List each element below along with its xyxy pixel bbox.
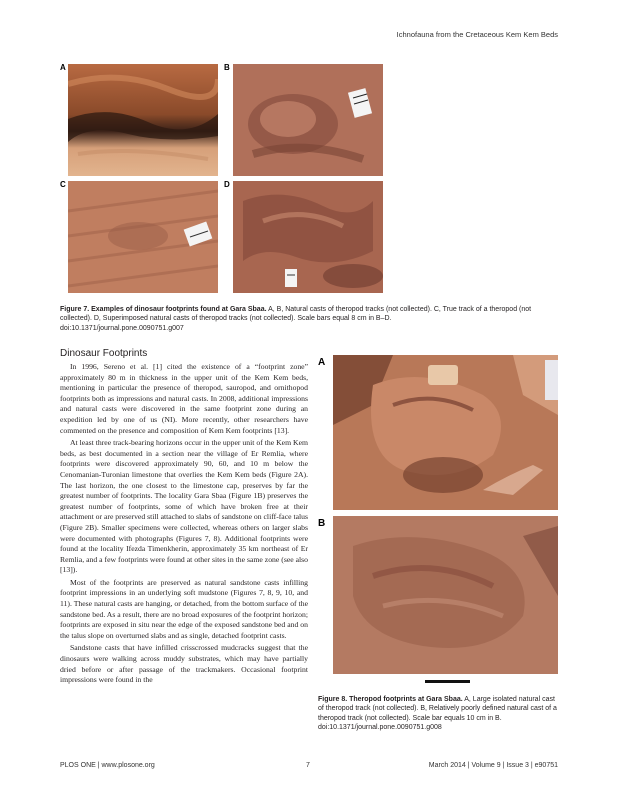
fig8-photo-a-graphic (333, 355, 558, 510)
fig7-panel-label-b: B (224, 63, 230, 72)
paragraph-1: In 1996, Sereno et al. [1] cited the existence of a “footprint zone” approximately 80 m in thickness in the upper unit of the Kem Kem beds, mentioning in particular the presence of theropod, sauropod, and ornithopod footprints both as impressions and natural casts. In 2008, additional impressions and natural casts were discovered in the same footprint zone during an expedition led by one of us (NI). More recently, other researchers have commented on the presence and composition of Kem Kem footprints [13]. (60, 362, 308, 435)
fig8-panel-label-a: A (318, 357, 326, 368)
fig7-photo-d-graphic (233, 181, 383, 293)
fig7-photo-d (233, 181, 383, 293)
fig7-photo-a-graphic (68, 64, 218, 176)
figure8-doi: doi:10.1371/journal.pone.0090751.g008 (318, 723, 442, 731)
figure7-doi: doi:10.1371/journal.pone.0090751.g007 (60, 324, 184, 332)
footer-journal: PLOS ONE | www.plosone.org (60, 762, 155, 769)
figure7-caption (60, 305, 560, 333)
fig7-photo-c-graphic (68, 181, 218, 293)
section-title: Dinosaur Footprints (60, 348, 148, 359)
scale-bar (425, 680, 470, 683)
footer-page-number: 7 (306, 762, 310, 769)
fig7-panel-label-a: A (60, 63, 66, 72)
body-text (60, 362, 308, 688)
paragraph-3: Most of the footprints are preserved as natural sandstone casts infilling footprint impressions in an underlying soft mudstone (Figures 7, 8, 9, 10, and 11). These natural casts are hanging, or detached, from the bottom surface of the sandstone bed. As a result, there are no broad exposures of the footprint horizon; footprints are exposed in situ near the edge of the exposed sandstone bed and on the talus slope on overturned slabs and as single, detached footprint casts. (60, 577, 308, 640)
figure8-caption (318, 695, 561, 732)
running-header: Ichnofauna from the Cretaceous Kem Kem Beds (396, 30, 558, 39)
figure8-caption-text: A, Large isolated natural cast of theropod track (not collected). B, Relatively poorly defined natural cast of a theropod track (not collected). Scale bar equals 10 cm in B. (318, 696, 557, 722)
paragraph-4: Sandstone casts that have infilled crisscrossed mudcracks suggest that the dinosaurs were walking across muddy substrates, which may have partially dried before or after passage of the trackmakers. Occasional footprint impressions were found in the (60, 643, 308, 685)
fig8-photo-a (333, 355, 558, 510)
fig8-panel-label-b: B (318, 518, 326, 529)
fig7-photo-a (68, 64, 218, 176)
figure8-caption-title: Figure 8. Theropod footprints at Gara Sbaa. (318, 696, 463, 703)
footer-issue: March 2014 | Volume 9 | Issue 3 | e90751 (428, 762, 558, 769)
fig8-photo-b-graphic (333, 516, 558, 674)
fig7-panel-label-d: D (224, 180, 230, 189)
fig7-panel-label-c: C (60, 180, 66, 189)
figure7-caption-title: Figure 7. Examples of dinosaur footprints found at Gara Sbaa. (60, 306, 267, 313)
fig8-photo-b (333, 516, 558, 674)
fig7-photo-c (68, 181, 218, 293)
fig7-photo-b-graphic (233, 64, 383, 176)
figure7-caption-text: A, B, Natural casts of theropod tracks (not collected). C, True track of a theropod (not collected). D, Superimposed natural casts of theropod tracks (not collected). Scale bars equal 8 cm in B–D. (60, 306, 532, 323)
fig7-photo-b (233, 64, 383, 176)
paragraph-2: At least three track-bearing horizons occur in the upper unit of the Kem Kem beds, as best documented in a section near the village of Er Remlia, where footprints were discovered approximately 90, 60, and 10 m below the Cenomanian-Turonian limestone that overlies the Kem Kem beds (Figure 2A). The last horizon, the one closest to the limestone cap, preserves by far the greatest number of footprints. The locality Gara Sbaa (Figure 1B) preserves the greatest number of footprints, some of which have broken free at their attachment or are preserved still attached to slabs of sandstone on cliff-face talus (Figure 2B). Smaller specimens were collected, whereas others on larger slabs were documented with photographs (Figures 7, 8). Additional footprints were found at the locality Ifezda Timenkherin, approximately 35 km northeast of Er Remlia, and a few footprints were found at other sites in the same zone (see also [13]). (60, 438, 308, 575)
